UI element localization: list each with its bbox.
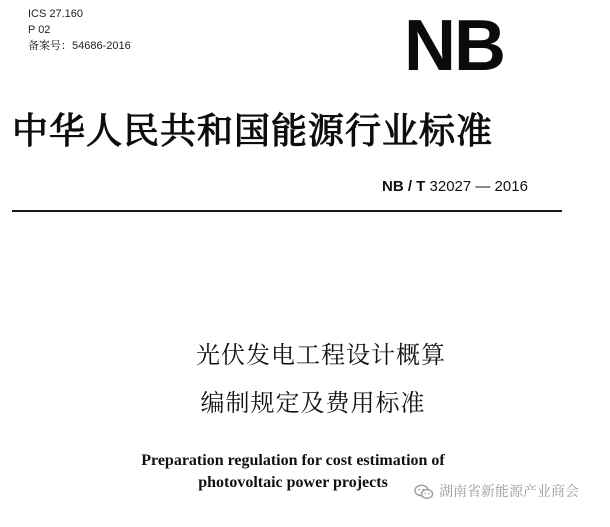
- standard-number: [382, 178, 528, 196]
- filing-number: 备案号：54686-2016: [28, 40, 131, 52]
- standard-metadata: [28, 6, 131, 54]
- standard-code: NB / T: [382, 178, 426, 195]
- watermark-text: 湖南省新能源产业商会: [439, 484, 579, 500]
- header-divider: [12, 210, 562, 212]
- title-english-line-1: Preparation regulation for cost estimation of: [141, 452, 445, 469]
- title-chinese-line-2: 编制规定及费用标准: [200, 389, 426, 417]
- nb-logo: NB: [404, 6, 504, 86]
- ics-code: ICS 27.160: [28, 8, 84, 20]
- title-chinese-line-1: 光伏发电工程设计概算: [196, 341, 446, 369]
- watermark: [414, 482, 579, 502]
- title-english-line-2: photovoltaic power projects: [198, 474, 388, 491]
- category-code: P 02: [28, 24, 51, 36]
- wechat-icon: [414, 484, 434, 500]
- standard-year-number: 32027 — 2016: [429, 178, 528, 195]
- issuing-authority-heading: 中华人民共和国能源行业标准: [12, 111, 494, 152]
